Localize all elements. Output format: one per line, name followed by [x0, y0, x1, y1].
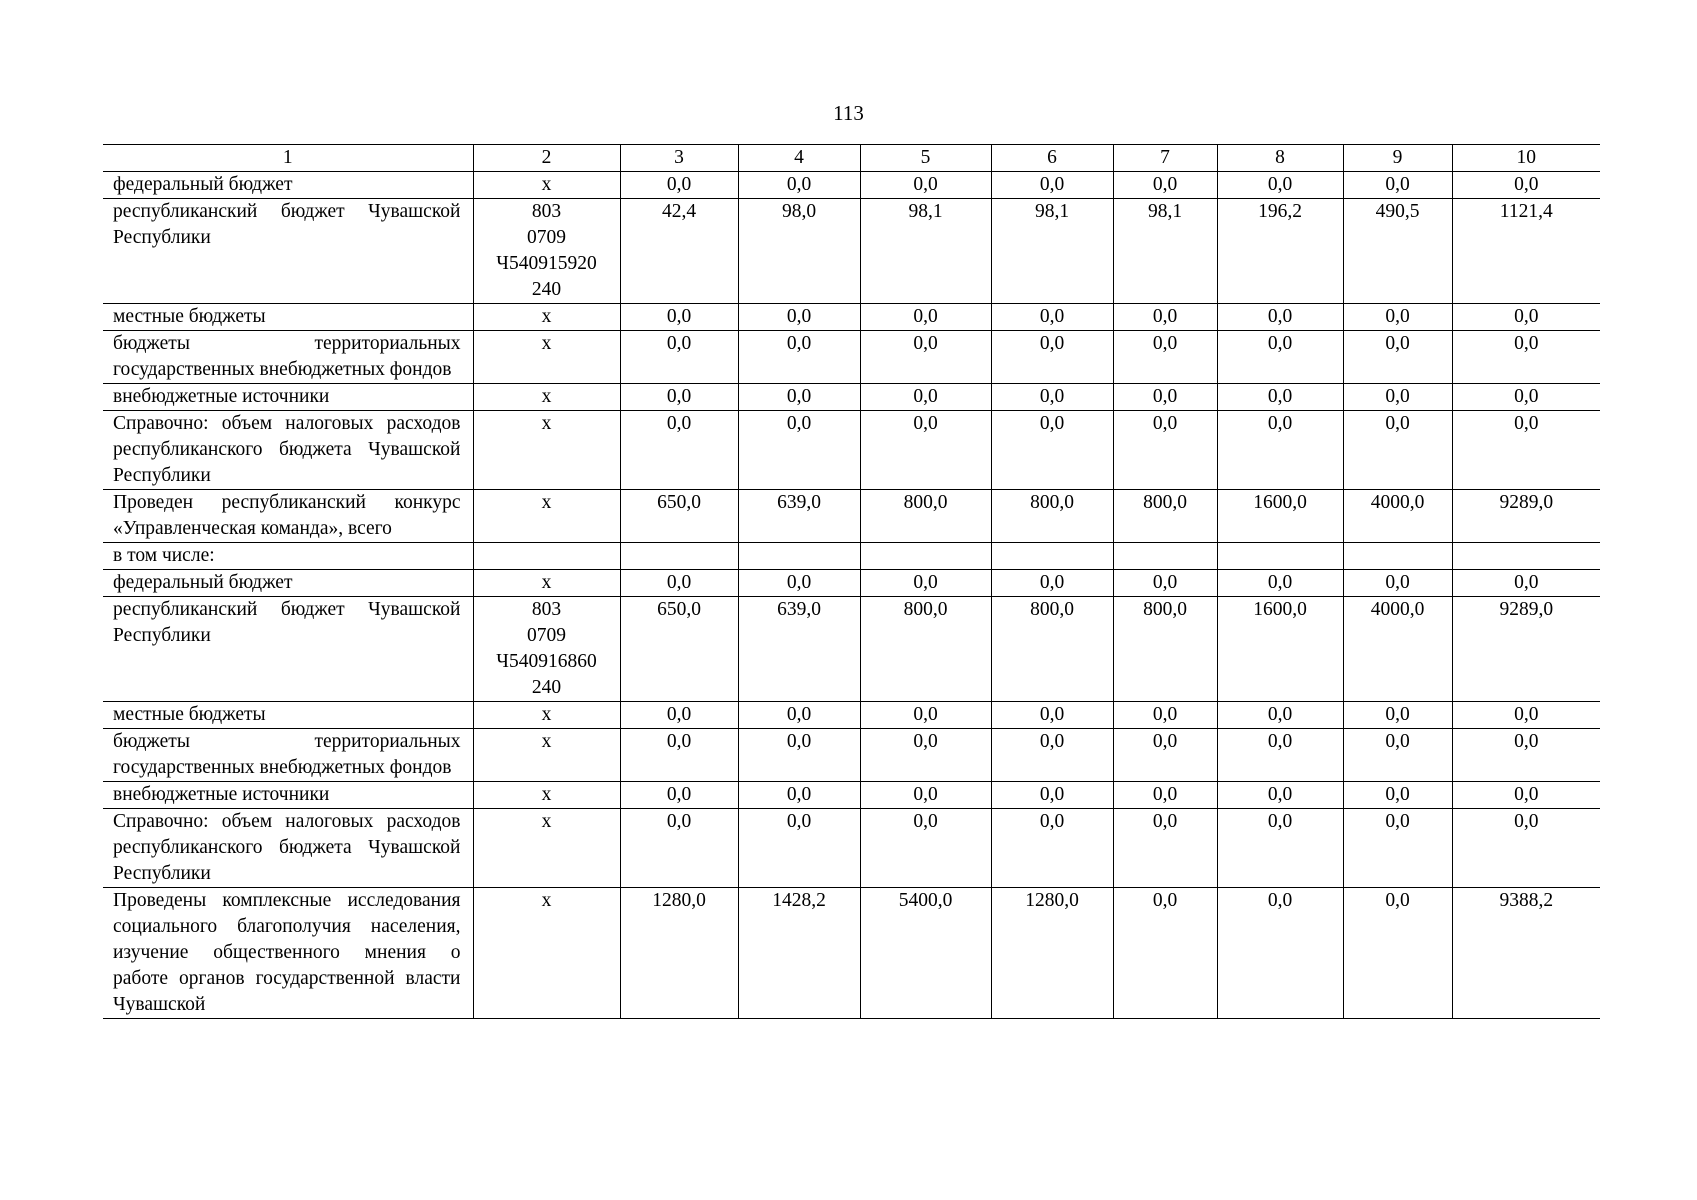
- value-cell: 0,0: [620, 172, 738, 199]
- value-cell: 0,0: [1217, 570, 1343, 597]
- row-name: Проведены комплексные исследования социального благополучия населения, изучение общественного мнения о работе органов государственной власти Чувашской: [113, 890, 461, 1015]
- value-cell: 0,0: [1113, 809, 1217, 888]
- value-cell: 800,0: [860, 490, 991, 543]
- budget-code: [473, 199, 620, 304]
- table-row: [103, 809, 1600, 888]
- budget-code: х: [473, 888, 620, 1019]
- value-cell: [620, 543, 738, 570]
- value-cell: 0,0: [991, 729, 1113, 782]
- budget-code: х: [473, 729, 620, 782]
- value-cell: 0,0: [738, 384, 860, 411]
- budget-code: х: [473, 809, 620, 888]
- value-cell: 0,0: [860, 729, 991, 782]
- value-cell: 0,0: [738, 782, 860, 809]
- value-cell: 0,0: [1343, 702, 1452, 729]
- value-cell: [860, 543, 991, 570]
- budget-code: х: [473, 331, 620, 384]
- value-cell: 0,0: [1113, 782, 1217, 809]
- value-cell: 0,0: [1217, 702, 1343, 729]
- row-name: федеральный бюджет: [113, 174, 293, 195]
- value-cell: 650,0: [620, 597, 738, 702]
- value-cell: 0,0: [738, 570, 860, 597]
- column-number: 1: [282, 147, 293, 168]
- value-cell: 0,0: [1452, 702, 1600, 729]
- value-cell: 0,0: [1343, 729, 1452, 782]
- column-number: 10: [1452, 145, 1600, 172]
- value-cell: [738, 543, 860, 570]
- value-cell: [1343, 543, 1452, 570]
- value-cell: 0,0: [1217, 172, 1343, 199]
- row-name: федеральный бюджет: [113, 572, 293, 593]
- value-cell: 0,0: [1343, 172, 1452, 199]
- value-cell: [1113, 543, 1217, 570]
- value-cell: 1280,0: [991, 888, 1113, 1019]
- budget-code: х: [473, 172, 620, 199]
- value-cell: 0,0: [1343, 782, 1452, 809]
- value-cell: 0,0: [1113, 384, 1217, 411]
- value-cell: 639,0: [738, 597, 860, 702]
- table-row: [103, 570, 1600, 597]
- value-cell: 639,0: [738, 490, 860, 543]
- budget-code: х: [473, 384, 620, 411]
- value-cell: 0,0: [991, 384, 1113, 411]
- value-cell: 0,0: [860, 570, 991, 597]
- row-name: в том числе:: [113, 545, 215, 566]
- value-cell: 1600,0: [1217, 490, 1343, 543]
- value-cell: 0,0: [1113, 729, 1217, 782]
- value-cell: [1217, 543, 1343, 570]
- value-cell: 98,1: [1113, 199, 1217, 304]
- table-row: [103, 384, 1600, 411]
- value-cell: 0,0: [1217, 782, 1343, 809]
- value-cell: 490,5: [1343, 199, 1452, 304]
- value-cell: 0,0: [1452, 782, 1600, 809]
- row-name: республиканский бюджет Чувашской Республики: [113, 201, 461, 248]
- column-number: 3: [620, 145, 738, 172]
- value-cell: 0,0: [860, 809, 991, 888]
- value-cell: 0,0: [860, 172, 991, 199]
- value-cell: 0,0: [1452, 304, 1600, 331]
- budget-code: х: [473, 782, 620, 809]
- value-cell: 0,0: [620, 809, 738, 888]
- value-cell: 0,0: [620, 411, 738, 490]
- value-cell: 800,0: [991, 597, 1113, 702]
- value-cell: 0,0: [991, 172, 1113, 199]
- value-cell: 1428,2: [738, 888, 860, 1019]
- table-row: [103, 729, 1600, 782]
- value-cell: 0,0: [991, 782, 1113, 809]
- value-cell: 1280,0: [620, 888, 738, 1019]
- budget-code: х: [473, 702, 620, 729]
- value-cell: 9289,0: [1452, 490, 1600, 543]
- value-cell: 0,0: [1217, 888, 1343, 1019]
- budget-code: х: [473, 490, 620, 543]
- value-cell: 800,0: [1113, 490, 1217, 543]
- value-cell: 0,0: [991, 331, 1113, 384]
- value-cell: 0,0: [1113, 331, 1217, 384]
- value-cell: 0,0: [1217, 809, 1343, 888]
- value-cell: 0,0: [1343, 331, 1452, 384]
- value-cell: 1121,4: [1452, 199, 1600, 304]
- row-name: республиканский бюджет Чувашской Республики: [113, 599, 461, 646]
- value-cell: 0,0: [1452, 331, 1600, 384]
- value-cell: 196,2: [1217, 199, 1343, 304]
- value-cell: 0,0: [1343, 570, 1452, 597]
- budget-code-part: 240: [531, 677, 562, 698]
- table-row: [103, 304, 1600, 331]
- value-cell: 0,0: [1217, 729, 1343, 782]
- page-number: 113: [833, 101, 864, 125]
- value-cell: 4000,0: [1343, 597, 1452, 702]
- value-cell: 0,0: [1217, 384, 1343, 411]
- column-number: 5: [860, 145, 991, 172]
- budget-code-part: Ч540915920: [496, 253, 597, 274]
- value-cell: 0,0: [1113, 570, 1217, 597]
- budget-code: х: [473, 304, 620, 331]
- value-cell: 0,0: [1343, 809, 1452, 888]
- column-number: 4: [738, 145, 860, 172]
- table-row: [103, 172, 1600, 199]
- value-cell: 0,0: [620, 384, 738, 411]
- value-cell: 0,0: [620, 729, 738, 782]
- value-cell: [1452, 543, 1600, 570]
- column-number: 8: [1217, 145, 1343, 172]
- column-number: 9: [1343, 145, 1452, 172]
- row-name: внебюджетные источники: [113, 386, 330, 407]
- value-cell: 0,0: [620, 782, 738, 809]
- value-cell: 0,0: [1113, 304, 1217, 331]
- value-cell: 5400,0: [860, 888, 991, 1019]
- table-row: [103, 331, 1600, 384]
- row-name: Проведен республиканский конкурс «Управленческая команда», всего: [113, 492, 461, 539]
- value-cell: 0,0: [620, 331, 738, 384]
- value-cell: 0,0: [860, 702, 991, 729]
- value-cell: 0,0: [991, 570, 1113, 597]
- budget-code-part: 0709: [527, 227, 566, 248]
- value-cell: 0,0: [991, 702, 1113, 729]
- value-cell: 0,0: [1452, 570, 1600, 597]
- value-cell: 0,0: [1113, 702, 1217, 729]
- value-cell: 0,0: [991, 809, 1113, 888]
- value-cell: 0,0: [1343, 411, 1452, 490]
- budget-code-part: 0709: [527, 625, 566, 646]
- value-cell: 0,0: [1217, 304, 1343, 331]
- table-row: [103, 782, 1600, 809]
- budget-code: [473, 543, 620, 570]
- budget-code-part: 240: [531, 279, 562, 300]
- value-cell: 9289,0: [1452, 597, 1600, 702]
- budget-table: [103, 144, 1600, 1019]
- budget-code: х: [473, 570, 620, 597]
- row-name: бюджеты территориальных государственных внебюджетных фондов: [113, 731, 461, 778]
- column-number: 7: [1113, 145, 1217, 172]
- value-cell: 0,0: [620, 570, 738, 597]
- row-name: местные бюджеты: [113, 704, 266, 725]
- value-cell: 9388,2: [1452, 888, 1600, 1019]
- value-cell: 4000,0: [1343, 490, 1452, 543]
- value-cell: 0,0: [1452, 729, 1600, 782]
- value-cell: 0,0: [1452, 172, 1600, 199]
- budget-code-part: 803: [531, 599, 562, 620]
- value-cell: 0,0: [738, 411, 860, 490]
- table-row: [103, 543, 1600, 570]
- value-cell: 0,0: [738, 729, 860, 782]
- value-cell: 0,0: [1452, 411, 1600, 490]
- value-cell: 0,0: [860, 384, 991, 411]
- value-cell: 800,0: [860, 597, 991, 702]
- value-cell: 0,0: [738, 809, 860, 888]
- value-cell: 0,0: [620, 304, 738, 331]
- table-row: [103, 411, 1600, 490]
- budget-code-part: Ч540916860: [496, 651, 597, 672]
- table-row: [103, 490, 1600, 543]
- value-cell: 0,0: [1343, 888, 1452, 1019]
- value-cell: 0,0: [1113, 172, 1217, 199]
- value-cell: 0,0: [620, 702, 738, 729]
- table-row: [103, 888, 1600, 1019]
- value-cell: 650,0: [620, 490, 738, 543]
- value-cell: 0,0: [1343, 304, 1452, 331]
- value-cell: 0,0: [860, 782, 991, 809]
- column-number: 2: [473, 145, 620, 172]
- value-cell: 0,0: [738, 304, 860, 331]
- value-cell: [991, 543, 1113, 570]
- budget-code: х: [473, 411, 620, 490]
- value-cell: 0,0: [1113, 888, 1217, 1019]
- value-cell: 0,0: [860, 331, 991, 384]
- value-cell: 42,4: [620, 199, 738, 304]
- budget-code: [473, 597, 620, 702]
- value-cell: 800,0: [1113, 597, 1217, 702]
- table-row: [103, 702, 1600, 729]
- value-cell: 0,0: [1217, 331, 1343, 384]
- value-cell: 0,0: [991, 411, 1113, 490]
- value-cell: 1600,0: [1217, 597, 1343, 702]
- row-name: местные бюджеты: [113, 306, 266, 327]
- value-cell: 0,0: [1452, 809, 1600, 888]
- column-number: 6: [991, 145, 1113, 172]
- value-cell: 98,1: [991, 199, 1113, 304]
- row-name: внебюджетные источники: [113, 784, 330, 805]
- value-cell: 800,0: [991, 490, 1113, 543]
- row-name: бюджеты территориальных государственных внебюджетных фондов: [113, 333, 461, 380]
- row-name: Справочно: объем налоговых расходов республиканского бюджета Чувашской Республики: [113, 413, 461, 486]
- value-cell: 0,0: [1452, 384, 1600, 411]
- value-cell: 0,0: [860, 304, 991, 331]
- value-cell: 0,0: [991, 304, 1113, 331]
- table-row: [103, 597, 1600, 702]
- value-cell: 98,1: [860, 199, 991, 304]
- budget-code-part: 803: [531, 201, 562, 222]
- value-cell: 0,0: [860, 411, 991, 490]
- table-row: [103, 199, 1600, 304]
- row-name: Справочно: объем налоговых расходов республиканского бюджета Чувашской Республики: [113, 811, 461, 884]
- value-cell: 0,0: [1343, 384, 1452, 411]
- column-number-row: [103, 145, 1600, 172]
- value-cell: 0,0: [1217, 411, 1343, 490]
- value-cell: 0,0: [738, 172, 860, 199]
- value-cell: 0,0: [738, 702, 860, 729]
- value-cell: 0,0: [738, 331, 860, 384]
- value-cell: 98,0: [738, 199, 860, 304]
- value-cell: 0,0: [1113, 411, 1217, 490]
